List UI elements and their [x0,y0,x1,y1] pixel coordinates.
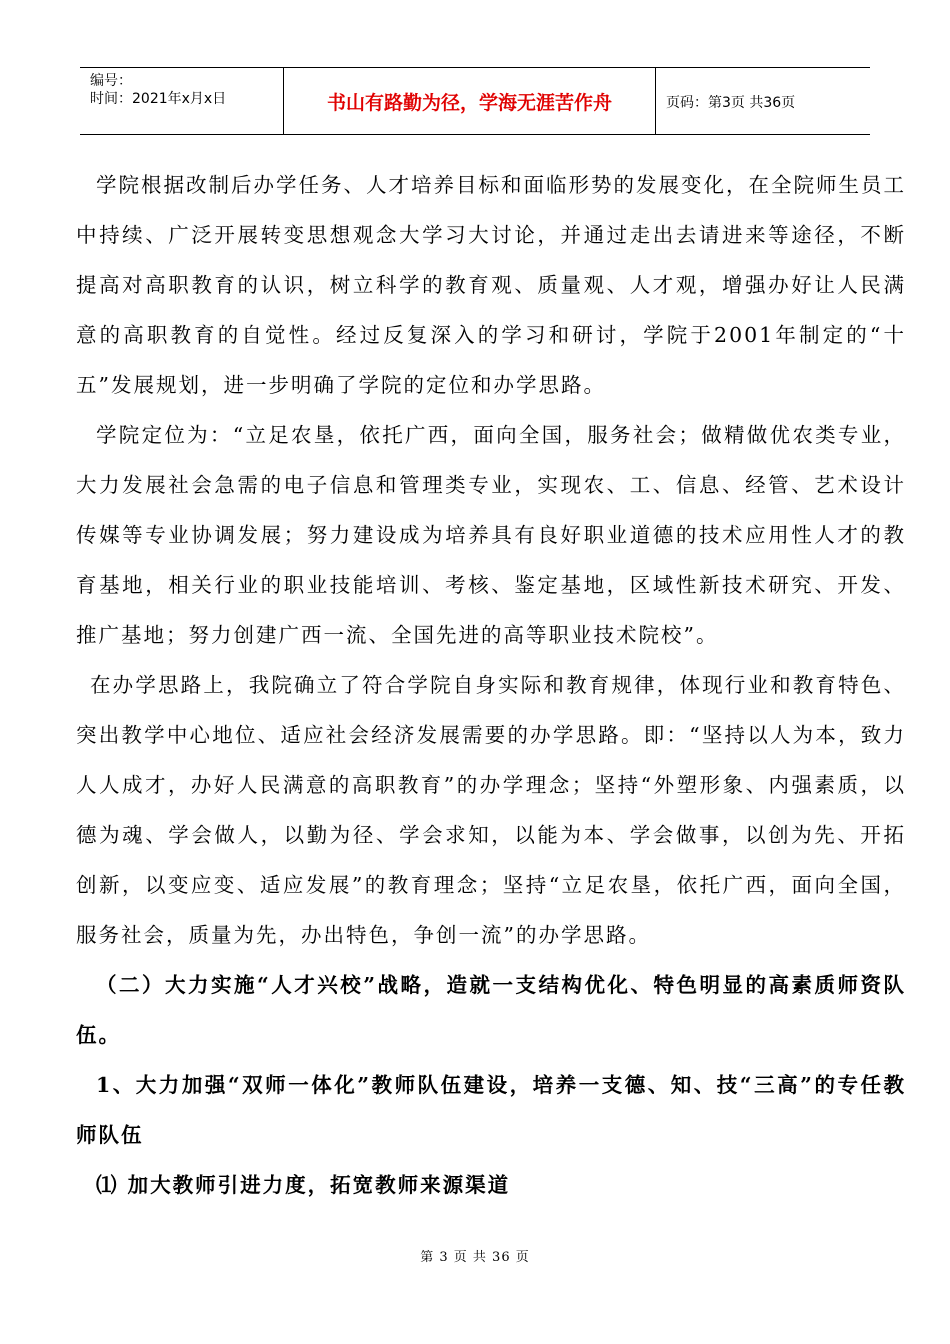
page-footer: 第 3 页 共 36 页 [420,1250,530,1265]
header-divider [655,68,656,135]
item-heading: ⑴ 加大教师引进力度，拓宽教师来源渠道 [96,1173,511,1197]
header-number-label: 编号： [90,73,132,89]
sub-heading: 1、大力加强“双师一体化”教师队伍建设，培养一支德、知、技“三高”的专任教师队伍 [76,1073,906,1147]
body-paragraph-3: 在办学思路上，我院确立了符合学院自身实际和教育规律，体现行业和教育特色、突出教学中心地位、适应社会经济发展需要的办学思路。即：“坚持以人为本，致力人人成才，办好人民满意的高职教育”的办学理念；坚持“外塑形象、内强素质，以德为魂、学会做人，以勤为径、学会求知，以能为本、学会做事，以创为先、开拓创新，以变应变、适应发展”的教育理念；坚持“立足农垦，依托广西，面向全国，服务社会，质量为先，办出特色，争创一流”的办学思路。 [76,673,906,947]
section-heading: （二）大力实施“人才兴校”战略，造就一支结构优化、特色明显的高素质师资队伍。 [76,973,906,1047]
header-meta [90,72,280,108]
header-page-info: 页码：第3页 共36页 [666,94,796,111]
body-paragraph-1: 学院根据改制后办学任务、人才培养目标和面临形势的发展变化，在全院师生员工中持续、广泛开展转变思想观念大学习大讨论，并通过走出去请进来等途径，不断提高对高职教育的认识，树立科学的教育观、质量观、人才观，增强办好让人民满意的高职教育的自觉性。经过反复深入的学习和研讨，学院于2001年制定的“十五”发展规划，进一步明确了学院的定位和办学思路。 [76,173,906,397]
body-paragraph-2: 学院定位为：“立足农垦，依托广西，面向全国，服务社会；做精做优农类专业，大力发展社会急需的电子信息和管理类专业，实现农、工、信息、经管、艺术设计传媒等专业协调发展；努力建设成为培养具有良好职业道德的技术应用性人才的教育基地，相关行业的职业技能培训、考核、鉴定基地，区域性新技术研究、开发、推广基地；努力创建广西一流、全国先进的高等职业技术院校”。 [76,423,906,647]
header-motto: 书山有路勤为径，学海无涯苦作舟 [326,92,612,114]
page-header [80,67,870,135]
document-body [76,160,906,1210]
header-time-label: 时间：2021年x月x日 [90,91,227,107]
